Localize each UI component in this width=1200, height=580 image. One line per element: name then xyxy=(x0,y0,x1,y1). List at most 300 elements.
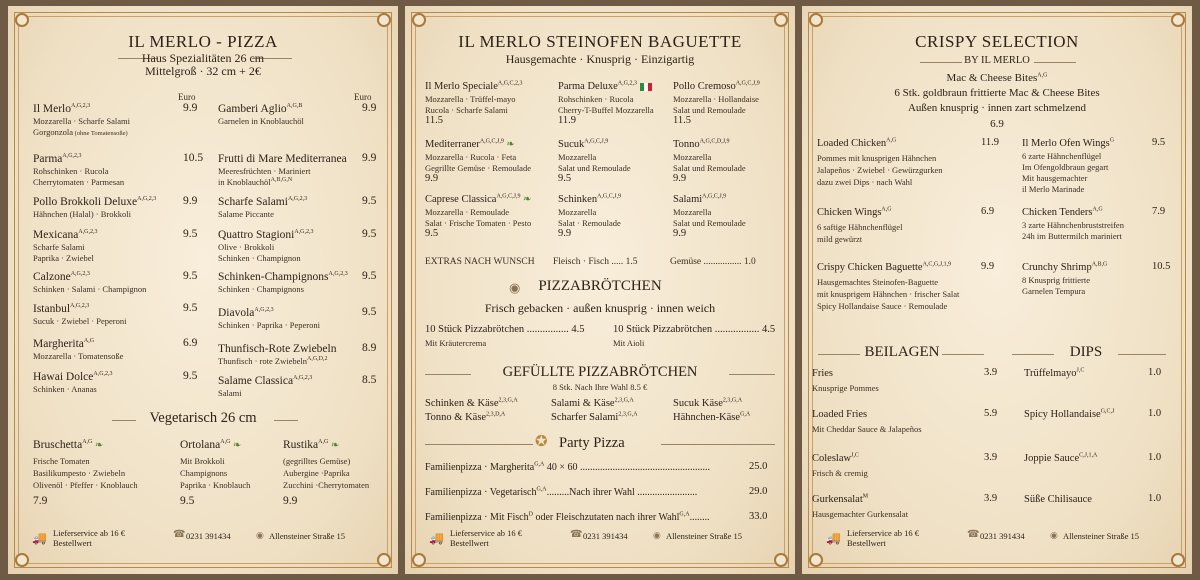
item-price: 6.9 xyxy=(183,337,198,349)
item-name-text: Istanbul xyxy=(33,303,71,315)
item-price: 9.5 xyxy=(362,306,377,318)
location-pin-icon: ◉ xyxy=(256,530,264,540)
allergen-codes: A,G,2,3 xyxy=(328,271,348,278)
item-desc: Rohschinken · Rucola xyxy=(558,94,634,104)
item-desc: Mit hausgemachter xyxy=(1022,173,1088,183)
item-name xyxy=(218,342,336,356)
divider xyxy=(661,444,775,445)
item-desc: Mit Cheddar Sauce & Jalapeños xyxy=(812,424,922,434)
item-price: 11.9 xyxy=(558,115,576,126)
item-name xyxy=(218,102,302,116)
allergen-codes: A,G xyxy=(220,439,231,446)
allergen-codes: A,G,2,3 xyxy=(93,371,113,378)
item-name xyxy=(673,397,742,411)
item-desc: Jalapeños · Zwiebel · Gewürzgurken xyxy=(817,165,943,175)
allergen-codes: A,G xyxy=(1092,206,1103,213)
ornament-corner xyxy=(377,553,391,567)
party-pizza-detail: oder Fleischzutaten nach ihrer Wahl xyxy=(532,512,680,523)
item-name xyxy=(673,411,750,425)
item-desc: Hausgemachter Gurkensalat xyxy=(812,509,909,519)
pizzabroetchen-desc: Mit Kräutercrema xyxy=(425,338,487,348)
divider xyxy=(1118,354,1166,355)
delivery-icon: 🚚 xyxy=(826,531,841,545)
allergen-codes: J,C xyxy=(851,452,859,459)
item-price: 9.5 xyxy=(362,270,377,282)
leaf-icon: ❧ xyxy=(230,440,242,451)
item-name-text: Salami xyxy=(673,194,703,205)
ornament-corner xyxy=(412,553,426,567)
section-title-party: Party Pizza xyxy=(559,435,625,451)
item-name xyxy=(283,438,339,453)
pizzabroetchen-item: 10 Stück Pizzabrötchen ................ 4.5 xyxy=(425,324,585,335)
delivery-text: Bestellwert xyxy=(847,538,886,548)
ornament-corner xyxy=(1171,13,1185,27)
item-desc: Cherry-T-Buffel Mozzarella xyxy=(558,105,654,115)
item-desc: Mozzarella xyxy=(673,152,712,162)
item-desc: 24h im Buttermilch mariniert xyxy=(1022,231,1122,241)
item-desc: Mozzarella xyxy=(558,152,597,162)
item-name-text: Crunchy Shrimp xyxy=(1022,262,1092,273)
address: Allensteiner Straße 15 xyxy=(1063,531,1140,541)
item-desc: Mozzarella · Tomatensoße xyxy=(33,351,124,361)
item-desc: Im Ofengoldbraun gegart xyxy=(1022,162,1109,172)
phone-icon: ☎ xyxy=(570,529,583,540)
item-desc: Schinken · Champignons xyxy=(218,284,304,294)
party-icon: ✪ xyxy=(535,434,548,450)
menu-panel-baguette xyxy=(405,6,795,574)
item-name-text: Schinken-Champignons xyxy=(218,271,329,283)
item-name-text: Ortolana xyxy=(180,439,221,451)
item-price: 7.9 xyxy=(1152,206,1166,217)
item-name-text: Crispy Chicken Baguette xyxy=(817,262,923,273)
item-name-text: Scharfer Salami xyxy=(551,412,619,423)
item-desc: 8 Knusprig frittierte xyxy=(1022,275,1090,285)
item-name xyxy=(33,195,156,209)
item-price: 3.9 xyxy=(984,452,998,463)
item-name xyxy=(812,452,859,466)
item-name xyxy=(812,367,833,381)
item-name xyxy=(425,80,523,94)
phone-icon: ☎ xyxy=(967,529,980,540)
item-price: 9.9 xyxy=(558,228,572,239)
item-name-text: Chicken Tenders xyxy=(1022,207,1093,218)
item-name-text: Tonno & Käse xyxy=(425,412,487,423)
ornament-corner xyxy=(15,13,29,27)
leaf-icon: ❧ xyxy=(328,440,340,451)
allergen-codes: A,G,2,3 xyxy=(293,375,313,382)
item-name-text: Gurkensalat xyxy=(812,494,863,505)
item-desc: Aubergine ·Paprika xyxy=(283,468,350,478)
item-price: 3.9 xyxy=(984,493,998,504)
item-desc: (gegrilltes Gemüse) xyxy=(283,456,351,466)
item-name xyxy=(673,193,726,207)
item-desc: Gegrillte Gemüse · Remoulade xyxy=(425,163,531,173)
item-desc: Frische Tomaten xyxy=(33,456,90,466)
item-desc: mit knusprigem Hähnchen · frischer Salat xyxy=(817,289,960,299)
item-name-text: Mediterraner xyxy=(425,139,480,150)
item-name-text: Tonno xyxy=(673,139,700,150)
item-desc: Knusprige Pommes xyxy=(812,383,879,393)
item-desc: Salame Piccante xyxy=(218,209,274,219)
party-pizza-row xyxy=(425,511,710,525)
item-price: 1.0 xyxy=(1148,452,1162,463)
item-name-text: Salame Classica xyxy=(218,375,294,387)
item-desc: Rohschinken · Rucola xyxy=(33,166,109,176)
item-name xyxy=(33,302,89,316)
item-price: 11.5 xyxy=(425,115,443,126)
item-name xyxy=(218,228,314,242)
item-desc: Mozzarella · Rucola · Feta xyxy=(425,152,517,162)
page-title: IL MERLO STEINOFEN BAGUETTE xyxy=(458,32,742,51)
delivery-text: Lieferservice ab 16 € xyxy=(450,528,522,538)
item-price: 9.9 xyxy=(673,228,687,239)
page-title: IL MERLO - PIZZA xyxy=(128,32,278,51)
allergen-codes: G,A xyxy=(534,461,545,468)
item-desc: Garnelen in Knoblauchöl xyxy=(218,116,304,126)
ornament-corner xyxy=(1171,553,1185,567)
item-price: 8.5 xyxy=(362,374,377,386)
item-desc: Salat und Remoulade xyxy=(673,105,746,115)
subtitle: BY IL MERLO xyxy=(964,55,1030,66)
section-title-gefuellte: GEFÜLLTE PIZZABRÖTCHEN xyxy=(502,364,698,380)
allergen-codes: 2,3,G,A xyxy=(614,397,634,404)
leaf-icon: ❧ xyxy=(503,139,515,150)
mac-cheese-desc: Außen knusprig · innen zart schmelzend xyxy=(907,102,1087,114)
party-pizza-name: Familienpizza · Mit Fisch xyxy=(425,512,529,523)
item-name-text: Scharfe Salami xyxy=(218,196,288,208)
item-name-text: Parma xyxy=(33,153,63,165)
item-desc: Mozzarella · Hollandaise xyxy=(673,94,759,104)
phone-number: 0231 391434 xyxy=(186,531,231,541)
item-name-text: Parma Deluxe xyxy=(558,81,618,92)
item-desc: 3 zarte Hähnchenbruststreifen xyxy=(1022,220,1124,230)
allergen-codes: A,G,D,2 xyxy=(306,356,328,363)
allergen-codes: A,G,C,J,9 xyxy=(584,138,609,145)
item-name-text: Gamberi Aglio xyxy=(218,103,287,115)
item-desc: Pommes mit knusprigen Hähnchen xyxy=(817,153,937,163)
item-name-text: Hawai Dolce xyxy=(33,371,94,383)
party-pizza-name: Familienpizza · Vegetarisch xyxy=(425,487,537,498)
item-name-text: Trüffelmayo xyxy=(1024,368,1077,379)
ornament-corner xyxy=(15,553,29,567)
item-price: 25.0 xyxy=(749,461,768,472)
allergen-codes: A,G,C,2,3 xyxy=(497,80,523,87)
item-name-text: Sucuk xyxy=(558,139,585,150)
phone-number: 0231 391434 xyxy=(980,531,1025,541)
item-price: 6.9 xyxy=(981,206,995,217)
page-title: CRISPY SELECTION xyxy=(915,32,1079,51)
extras-label: EXTRAS NACH WUNSCH xyxy=(425,257,535,267)
divider xyxy=(942,354,984,355)
subtitle: Haus Spezialitäten 26 cm xyxy=(141,51,265,65)
allergen-codes: A,G,2,3 xyxy=(62,153,82,160)
item-price: 9.9 xyxy=(362,102,377,114)
item-price: 9.9 xyxy=(425,173,439,184)
menu-panel-crispy xyxy=(802,6,1192,574)
allergen-codes: G xyxy=(1109,137,1115,144)
mac-cheese-price: 6.9 xyxy=(990,118,1004,130)
item-price: 33.0 xyxy=(749,511,768,522)
item-name-text: Il Merlo Ofen Wings xyxy=(1022,138,1110,149)
item-desc: Sucuk · Zwiebel · Peperoni xyxy=(33,316,127,326)
euro-label: Euro xyxy=(178,92,196,102)
item-name xyxy=(812,493,868,507)
item-price: 5.9 xyxy=(984,408,998,419)
item-desc: Salat und Remoulade xyxy=(558,163,631,173)
item-name-text: Rustika xyxy=(283,439,319,451)
item-name xyxy=(673,138,730,152)
item-name xyxy=(425,138,515,152)
item-name-text: Quattro Stagioni xyxy=(218,229,295,241)
allergen-codes: A,G xyxy=(881,206,892,213)
allergen-codes: A,G,2,3 xyxy=(287,196,308,203)
delivery-text: Lieferservice ab 16 € xyxy=(53,528,125,538)
item-desc: Olivenöl · Pfeffer · Knoblauch xyxy=(33,480,138,490)
item-price: 1.0 xyxy=(1148,367,1162,378)
allergen-codes: A,G,C,D,J,9 xyxy=(699,138,730,145)
item-desc: Meeresfrüchten · Mariniert xyxy=(218,166,311,176)
subtitle: Hausgemachte · Knusprig · Einzigartig xyxy=(505,52,695,66)
item-price: 10.5 xyxy=(183,152,204,164)
allergen-codes: G,C,J xyxy=(1100,408,1115,415)
item-name-text: Süße Chilisauce xyxy=(1024,494,1092,505)
item-name xyxy=(1022,206,1103,220)
pizzabroetchen-desc: Mit Aioli xyxy=(613,338,645,348)
allergen-codes: G,A xyxy=(536,486,547,493)
garlic-icon: ◉ xyxy=(509,280,521,295)
allergen-codes: G,A xyxy=(679,511,690,518)
allergen-codes: A,B,G xyxy=(1091,261,1108,268)
delivery-text: Bestellwert xyxy=(450,538,489,548)
party-pizza-detail: .........Nach ihrer Wahl ........................ xyxy=(546,487,698,498)
divider xyxy=(818,354,860,355)
section-title-vegetarisch: Vegetarisch 26 cm xyxy=(149,410,257,426)
divider xyxy=(425,444,533,445)
item-name-text: Spicy Hollandaise xyxy=(1024,409,1101,420)
item-desc: Paprika · Knoblauch xyxy=(180,480,251,490)
item-note: (ohne Tomatensoße) xyxy=(72,130,128,137)
item-name xyxy=(33,152,82,166)
subtitle: Mittelgroß · 32 cm + 2€ xyxy=(145,64,261,78)
item-name-text: Frutti di Mare Mediterranea xyxy=(218,153,347,165)
item-name xyxy=(218,195,307,209)
phone-number: 0231 391434 xyxy=(583,531,628,541)
item-price: 9.5 xyxy=(425,228,439,239)
extras-veg: Gemüse ................ 1.0 xyxy=(670,257,756,267)
item-name xyxy=(33,370,113,384)
item-desc: Rucola · Scharfe Salami xyxy=(425,105,508,115)
item-desc: Basilikumpesto · Zwiebeln xyxy=(33,468,126,478)
item-name xyxy=(33,102,90,116)
location-pin-icon: ◉ xyxy=(653,530,661,540)
item-desc: Schinken · Salami · Champignon xyxy=(33,284,147,294)
allergen-codes: A,G,2,3 xyxy=(70,271,90,278)
address: Allensteiner Straße 15 xyxy=(666,531,743,541)
item-desc: Schinken · Champignon xyxy=(218,253,301,263)
item-name-text: Salami & Käse xyxy=(551,398,615,409)
item-name xyxy=(1024,452,1097,466)
item-desc: Zucchini ·Cherrytomaten xyxy=(283,480,370,490)
allergen-codes: C,J,1,A xyxy=(1079,452,1098,459)
allergen-codes: A,G,2,3 xyxy=(617,80,637,87)
section-subtitle: 8 Stk. Nach Ihre Wahl 8.5 € xyxy=(552,382,648,392)
item-desc: Champignons xyxy=(180,468,228,478)
item-desc: 6 saftige Hähnchenflügel xyxy=(817,222,903,232)
item-name-text: Loaded Chicken xyxy=(817,138,887,149)
allergen-codes: 2,3,D,A xyxy=(486,411,506,418)
item-desc: Hausgemachtes Steinofen-Baguette xyxy=(817,277,939,287)
ornament-corner xyxy=(774,553,788,567)
item-price: 9.5 xyxy=(558,173,572,184)
item-desc: Salat und Remoulade xyxy=(673,218,746,228)
item-desc: Scharfe Salami xyxy=(33,242,85,252)
party-pizza-detail: 40 × 60 .................................................... xyxy=(544,462,711,473)
item-name xyxy=(1022,261,1107,275)
allergen-codes: A,G,2,3 xyxy=(254,307,274,314)
pizzabroetchen-item: 10 Stück Pizzabrötchen ................. 4.5 xyxy=(613,324,776,335)
address: Allensteiner Straße 15 xyxy=(269,531,346,541)
item-price: 9.5 xyxy=(183,370,198,382)
item-desc: Salami xyxy=(218,388,242,398)
party-pizza-row xyxy=(425,486,697,500)
item-price: 11.9 xyxy=(981,137,999,148)
item-name xyxy=(817,137,896,151)
item-name xyxy=(558,138,608,152)
item-desc: Schinken · Paprika · Peperoni xyxy=(218,320,320,330)
item-desc: Frisch & cremig xyxy=(812,468,868,478)
item-name xyxy=(218,152,347,166)
phone-icon: ☎ xyxy=(173,529,186,540)
menu-panel-pizza xyxy=(8,6,398,574)
allergen-codes: A,C,G,J,1,9 xyxy=(922,261,952,268)
allergen-codes: A,G xyxy=(318,439,329,446)
allergen-codes: A,G,2,3 xyxy=(71,103,91,110)
item-price: 1.0 xyxy=(1148,408,1162,419)
allergen-codes: A,G,C,J,9 xyxy=(496,193,521,200)
item-name xyxy=(425,411,505,425)
item-desc: Schinken · Ananas xyxy=(33,384,97,394)
item-price: 11.5 xyxy=(673,115,691,126)
item-desc: Mozzarella · Remoulade xyxy=(425,207,510,217)
item-desc: 6 zarte Hähnchenflügel xyxy=(1022,151,1102,161)
item-price: 9.9 xyxy=(183,102,198,114)
item-name xyxy=(180,438,241,453)
item-desc: Olive · Brokkoli xyxy=(218,242,275,252)
allergen-codes: A,G xyxy=(886,137,897,144)
item-price: 9.5 xyxy=(1152,137,1166,148)
item-name xyxy=(558,193,621,207)
ornament-corner xyxy=(377,13,391,27)
allergen-codes: A,G,B xyxy=(286,103,303,110)
item-desc: Gorgonzola (ohne Tomatensoße) xyxy=(33,127,128,137)
item-name-text: Loaded Fries xyxy=(812,409,868,420)
delivery-text: Lieferservice ab 16 € xyxy=(847,528,919,538)
item-name-text: Chicken Wings xyxy=(817,207,882,218)
item-name-text: Fries xyxy=(812,368,833,379)
item-desc: Thunfisch · rote Zwiebeln$^{A,G,D,2}$ xyxy=(218,356,328,366)
party-pizza-row xyxy=(425,461,710,475)
item-name-text: Joppie Sauce xyxy=(1024,453,1080,464)
item-desc: Cherrytomaten · Parmesan xyxy=(33,177,125,187)
item-name xyxy=(218,306,274,320)
allergen-codes: A,G,2,3 xyxy=(137,196,157,203)
item-price: 9.5 xyxy=(180,495,195,507)
allergen-codes: A,G xyxy=(83,338,95,345)
item-name xyxy=(1024,493,1092,507)
item-desc: in Knoblauchöl$^{A,B,G,N}$ xyxy=(218,177,293,187)
item-name xyxy=(551,397,634,411)
item-name xyxy=(812,408,867,422)
delivery-icon: 🚚 xyxy=(429,531,444,545)
item-price: 9.5 xyxy=(362,228,377,240)
item-name xyxy=(218,270,348,284)
item-name-text: Coleslaw xyxy=(812,453,852,464)
item-desc: Mozzarella · Trüffel-mayo xyxy=(425,94,516,104)
item-name-text: Bruschetta xyxy=(33,439,83,451)
item-price: 9.5 xyxy=(183,228,198,240)
item-name xyxy=(1024,367,1084,381)
item-price: 9.9 xyxy=(981,261,995,272)
item-name xyxy=(673,80,760,94)
allergen-codes: A,G xyxy=(82,439,93,446)
item-name xyxy=(425,397,518,411)
allergen-codes: A,G,C,J,9 xyxy=(479,138,504,145)
item-name-text: Margherita xyxy=(33,338,84,350)
item-name xyxy=(425,193,531,207)
italy-flag-icon xyxy=(640,83,652,91)
item-desc: Salat · Frische Tomaten · Pesto xyxy=(425,218,532,228)
item-price: 9.9 xyxy=(283,495,298,507)
item-name-text: Il Merlo Speciale xyxy=(425,81,498,92)
item-price: 8.9 xyxy=(362,342,377,354)
allergen-codes: A,G,C,J,9 xyxy=(597,193,622,200)
item-price: 29.0 xyxy=(749,486,768,497)
item-name-text: Pollo Cremoso xyxy=(673,81,736,92)
allergen-codes: J,C xyxy=(1076,367,1085,374)
item-desc: Garnelen Tempura xyxy=(1022,286,1086,296)
item-desc: Hähnchen (Halal) · Brokkoli xyxy=(33,209,131,219)
allergen-codes: A,G,C,J,9 xyxy=(702,193,727,200)
item-desc: Paprika · Zwiebel xyxy=(33,253,94,263)
allergen-codes: 2,3,G,A xyxy=(722,397,743,404)
item-name xyxy=(33,337,94,351)
item-desc: Mit Brokkoli xyxy=(180,456,225,466)
item-name xyxy=(33,270,90,284)
item-price: 10.5 xyxy=(1152,261,1171,272)
item-name xyxy=(1022,137,1114,151)
item-name-text: Il Merlo xyxy=(33,103,72,115)
allergen-codes: 2,3,G,A xyxy=(498,397,518,404)
item-name xyxy=(1024,408,1114,422)
ornament-corner xyxy=(809,13,823,27)
delivery-text: Bestellwert xyxy=(53,538,92,548)
item-desc: mild gewürzt xyxy=(817,234,863,244)
leaf-icon: ❧ xyxy=(520,194,532,205)
item-price: 9.5 xyxy=(183,302,198,314)
mac-cheese-desc: 6 Stk. goldbraun frittierte Mac & Cheese Bites xyxy=(894,87,1100,99)
item-name xyxy=(551,411,638,425)
allergen-codes: A,G,2,3 xyxy=(70,303,90,310)
allergen-codes: M xyxy=(862,493,869,500)
item-name-text: Schinken xyxy=(558,194,598,205)
item-name xyxy=(33,438,103,453)
item-name xyxy=(218,374,312,388)
item-desc: Spicy Hollandaise Sauce · Remoulade xyxy=(817,301,948,311)
item-price: 9.9 xyxy=(183,195,198,207)
item-name-text: Sucuk Käse xyxy=(673,398,723,409)
section-title-dips: DIPS xyxy=(1069,344,1103,360)
item-name xyxy=(817,206,892,220)
